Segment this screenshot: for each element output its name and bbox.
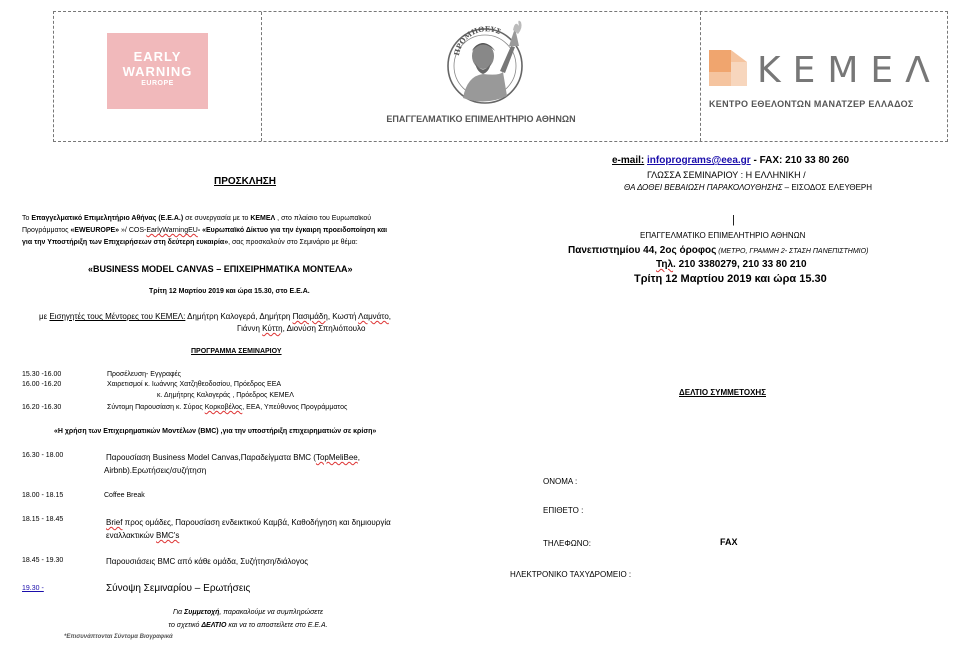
form-email-label: ΗΛΕΚΤΡΟΝΙΚΟ ΤΑΧΥΔΡΟΜΕΙΟ :: [510, 570, 632, 579]
org-name: ΕΠΑΓΓΕΛΜΑΤΙΚΟ ΕΠΙΜΕΛΗΤΗΡΙΟ ΑΘΗΝΩΝ: [640, 231, 806, 240]
kemel-brand: ΚΕΜΕΛ: [757, 50, 942, 91]
session-time: 19.30 -: [22, 585, 44, 592]
form-fax-label: FAX: [720, 537, 738, 547]
logo-line2: WARNING: [122, 64, 193, 79]
form-phone-label: ΤΗΛΕΦΩΝΟ:: [543, 539, 591, 548]
session-text: Παρουσιάσεις BMC από κάθε ομάδα, Συζήτηση/διάλογος: [106, 557, 309, 566]
logo-line1: EARLY: [133, 49, 182, 64]
header-cell-center: [262, 12, 701, 141]
language-line: ΓΛΩΣΣΑ ΣΕΜΙΝΑΡΙΟΥ : Η ΕΛΛΗΝΙΚΗ /: [647, 170, 806, 180]
early-warning-europe-logo: [107, 33, 208, 109]
address-line: Πανεπιστημίου 44, 2ος όροφος (ΜΕΤΡΟ, ΓΡΑΜΜΗ 2- ΣΤΑΣΗ ΠΑΝΕΠΙΣΤΗΜΙΟ): [568, 245, 869, 256]
fax-line: - FAX: 210 33 80 260: [750, 155, 850, 166]
program-title: ΠΡΟΓΡΑΜΜΑ ΣΕΜΙΝΑΡΙΟΥ: [191, 348, 282, 355]
session-text: Coffee Break: [104, 492, 145, 499]
seminar-date-line: Τρίτη 12 Μαρτίου 2019 και ώρα 15.30, στο Ε.Ε.Α.: [149, 288, 310, 295]
program-time: 16.20 -16.30: [22, 404, 62, 411]
program-time: 15.30 -16.00: [22, 371, 62, 378]
seal-text: ΠΡΟΜΗΘΕΥΣ: [451, 24, 503, 57]
session-text: Παρουσίαση Business Model Canvas,Παραδείγματα BMC (TopMeliBee, Airbnb).Ερωτήσεις/συζήτηση: [104, 453, 360, 475]
form-name-label: ΟΝΟΜΑ :: [543, 477, 578, 486]
prometheus-seal-logo: [445, 16, 531, 110]
email-link[interactable]: infoprograms@eea.gr: [647, 155, 751, 166]
program-time: 16.00 -16.20: [22, 381, 62, 388]
logo-line3: EUROPE: [141, 80, 174, 87]
program-text: Χαιρετισμοί κ. Ιωάννης Χατζηθεοδοσίου, Πρόεδρος ΕΕΑ: [107, 381, 282, 388]
right-date-line: Τρίτη 12 Μαρτίου 2019 και ώρα 15.30: [634, 273, 827, 285]
intro-paragraph: Το Επαγγελματικό Επιμελητήριο Αθήνας (Ε.Ε.Α.) σε συνεργασία με το ΚΕΜΕΛ , στο πλαίσιο του Ευρωπαϊκού Προγράμματος «EWEUROPE» »/ COS-EarlyWarningEU- «Ευρωπαϊκό Δίκτυο για την έγκαιρη προειδοποίηση και για την Υποστήριξη των Επιχειρήσεων στη δεύτερη ευκαιρία», σας προσκαλούν στο Σεμινάριο με θέμα:: [22, 215, 388, 246]
session-time: 18.45 - 19.30: [22, 557, 64, 564]
email-label: e-mail:: [612, 155, 645, 166]
program-text: Σύντομη Παρουσίαση κ. Σύρος Κορκοβέλος, ΕΕΑ, Υπεύθυνος Προγράμματος: [107, 404, 348, 411]
text-cursor: |: [732, 214, 735, 226]
contact-line: [612, 155, 849, 166]
footnote: *Επισυνάπτονται Σύντομα Βιογραφικά: [64, 634, 173, 640]
session-text: Σύνοψη Σεμιναρίου – Ερωτήσεις: [106, 583, 251, 594]
phone-line: Τηλ. 210 3380279, 210 33 80 210: [656, 259, 807, 270]
bmc-heading: «Η χρήση των Επιχειρηματικών Μοντέλων (BMC) ,για την υποστήριξη επιχειρηματιών σε κρίση»: [54, 428, 377, 435]
session-time: 18.15 - 18.45: [22, 516, 64, 523]
kemel-subtitle: ΚΕΝΤΡΟ ΕΘΕΛΟΝΤΩΝ ΜΑΝΑΤΖΕΡ ΕΛΛΑΔΟΣ: [709, 99, 914, 109]
session-time: 18.00 - 18.15: [22, 492, 64, 499]
program-text: κ. Δημήτρης Καλογεράς , Πρόεδρος ΚΕΜΕΛ: [157, 392, 294, 399]
eea-org-name: ΕΠΑΓΓΕΛΜΑΤΙΚΟ ΕΠΙΜΕΛΗΤΗΡΙΟ ΑΘΗΝΩΝ: [386, 114, 576, 124]
session-time: 16.30 - 18.00: [22, 452, 64, 459]
certificate-line: ΘΑ ΔΟΘΕΙ ΒΕΒΑΙΩΣΗ ΠΑΡΑΚΟΛΟΥΘΗΣΗΣ – ΕΙΣΟΔΟΣ ΕΛΕΥΘΕΡΗ: [624, 183, 873, 192]
form-surname-label: ΕΠΙΘΕΤΟ :: [543, 506, 584, 515]
seminar-title: «BUSINESS MODEL CANVAS – ΕΠΙΧΕΙΡΗΜΑΤΙΚΑ ΜΟΝΤΕΛΑ»: [88, 264, 353, 274]
speakers-block: με Εισηγητές τους Μέντορες του ΚΕΜΕΛ: Δημήτρη Καλογερά, Δημήτρη Πασιμάδη, Κωστή Λαμνάτο, Γιάννη Κύττη, Διονύση Σπηλιόπουλο: [39, 312, 392, 333]
header-cell-right: [701, 12, 947, 141]
session-text: Brief προς ομάδες, Παρουσίαση ενδεικτικού Καμβά, Καθοδήγηση και δημιουργία εναλλακτικών BMC's: [106, 518, 391, 540]
header-cell-left: [54, 12, 262, 141]
header-logos-box: [53, 11, 948, 142]
participation-form-title: ΔΕΛΤΙΟ ΣΥΜΜΕΤΟΧΗΣ: [679, 388, 766, 397]
program-text: Προσέλευση- Εγγραφές: [107, 371, 182, 378]
closing-note: Για Συμμετοχή, παρακαλούμε να συμπληρώσετε το σχετικό ΔΕΛΤΙΟ και να το αποστείλετε στο Ε.Ε.Α.: [168, 609, 328, 629]
invitation-title: ΠΡΟΣΚΛΗΣΗ: [214, 176, 277, 187]
